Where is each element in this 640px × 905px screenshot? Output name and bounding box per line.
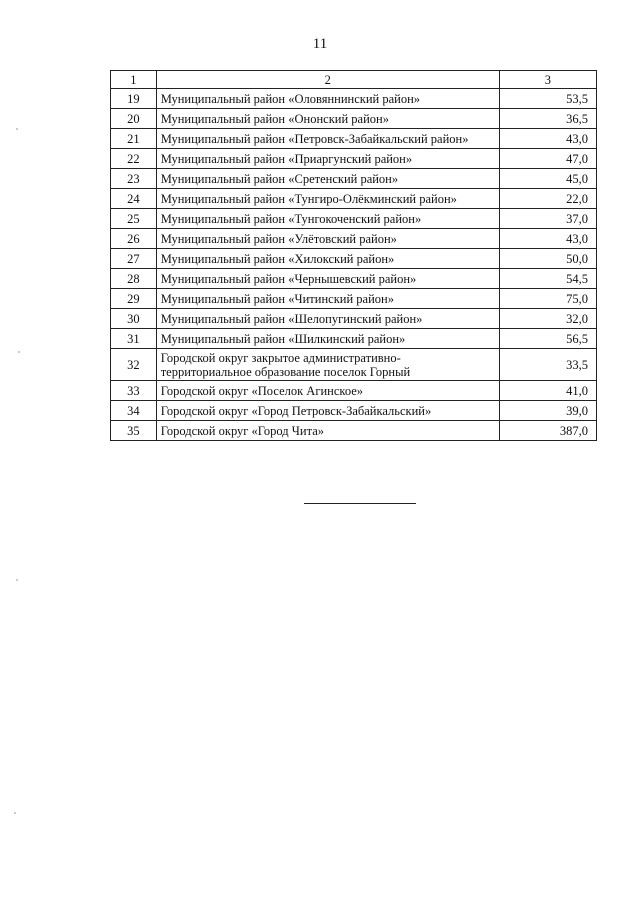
end-separator-line — [304, 503, 416, 504]
municipality-name-line-2: территориальное образование поселок Горный — [160, 364, 411, 379]
table-row — [111, 309, 597, 329]
municipality-name: Муниципальный район «Шилкинский район» — [156, 329, 499, 349]
table-row — [111, 109, 597, 129]
table-row — [111, 229, 597, 249]
table-header-row — [111, 71, 597, 89]
municipality-name: Муниципальный район «Тунгокоченский район» — [156, 209, 499, 229]
page-number: 11 — [312, 36, 328, 52]
row-value: 33,5 — [499, 349, 596, 381]
row-value: 47,0 — [499, 149, 596, 169]
allocation-table — [110, 70, 597, 441]
row-number: 23 — [111, 169, 157, 189]
scan-speck — [18, 351, 20, 353]
header-col-1: 1 — [111, 71, 157, 89]
municipality-name: Муниципальный район «Шелопугинский район» — [156, 309, 499, 329]
row-value: 43,0 — [499, 229, 596, 249]
row-number: 33 — [111, 381, 157, 401]
municipality-name: Муниципальный район «Петровск-Забайкальский район» — [156, 129, 499, 149]
row-number: 22 — [111, 149, 157, 169]
row-number: 30 — [111, 309, 157, 329]
row-value: 387,0 — [499, 421, 596, 441]
row-value: 22,0 — [499, 189, 596, 209]
row-number: 34 — [111, 401, 157, 421]
row-value: 53,5 — [499, 89, 596, 109]
table-row — [111, 349, 597, 381]
municipality-name: Муниципальный район «Хилокский район» — [156, 249, 499, 269]
row-number: 32 — [111, 349, 157, 381]
row-number: 28 — [111, 269, 157, 289]
municipality-name: Муниципальный район «Оловяннинский район» — [156, 89, 499, 109]
row-value: 32,0 — [499, 309, 596, 329]
table-row — [111, 329, 597, 349]
scan-speck — [16, 579, 18, 581]
scan-speck — [14, 812, 16, 814]
row-number: 27 — [111, 249, 157, 269]
row-number: 19 — [111, 89, 157, 109]
municipality-name: Муниципальный район «Приаргунский район» — [156, 149, 499, 169]
municipality-name: Городской округ «Поселок Агинское» — [156, 381, 499, 401]
scan-speck — [16, 128, 18, 130]
row-value: 41,0 — [499, 381, 596, 401]
row-value: 50,0 — [499, 249, 596, 269]
table-row — [111, 149, 597, 169]
table-row — [111, 169, 597, 189]
header-col-3: 3 — [499, 71, 596, 89]
municipality-name: Городской округ «Город Петровск-Забайкальский» — [156, 401, 499, 421]
row-number: 20 — [111, 109, 157, 129]
row-number: 21 — [111, 129, 157, 149]
table-row — [111, 209, 597, 229]
municipality-name: Муниципальный район «Ононский район» — [156, 109, 499, 129]
table-row — [111, 381, 597, 401]
row-number: 31 — [111, 329, 157, 349]
row-number: 29 — [111, 289, 157, 309]
municipality-name-line-1: Городской округ закрытое административно- — [160, 350, 401, 365]
row-value: 54,5 — [499, 269, 596, 289]
header-col-2: 2 — [156, 71, 499, 89]
table-row — [111, 401, 597, 421]
municipality-name: Городской округ «Город Чита» — [156, 421, 499, 441]
table-row — [111, 249, 597, 269]
row-value: 56,5 — [499, 329, 596, 349]
row-value: 43,0 — [499, 129, 596, 149]
row-value: 36,5 — [499, 109, 596, 129]
row-number: 35 — [111, 421, 157, 441]
row-value: 45,0 — [499, 169, 596, 189]
table-row — [111, 129, 597, 149]
table-row — [111, 189, 597, 209]
municipality-name — [156, 349, 499, 381]
table-row — [111, 421, 597, 441]
municipality-name: Муниципальный район «Читинский район» — [156, 289, 499, 309]
table-row — [111, 89, 597, 109]
row-number: 24 — [111, 189, 157, 209]
row-value: 39,0 — [499, 401, 596, 421]
row-number: 26 — [111, 229, 157, 249]
row-value: 75,0 — [499, 289, 596, 309]
municipality-name: Муниципальный район «Сретенский район» — [156, 169, 499, 189]
municipality-name: Муниципальный район «Тунгиро-Олёкминский район» — [156, 189, 499, 209]
row-number: 25 — [111, 209, 157, 229]
table-row — [111, 289, 597, 309]
municipality-name: Муниципальный район «Улётовский район» — [156, 229, 499, 249]
table-row — [111, 269, 597, 289]
municipality-name: Муниципальный район «Чернышевский район» — [156, 269, 499, 289]
row-value: 37,0 — [499, 209, 596, 229]
